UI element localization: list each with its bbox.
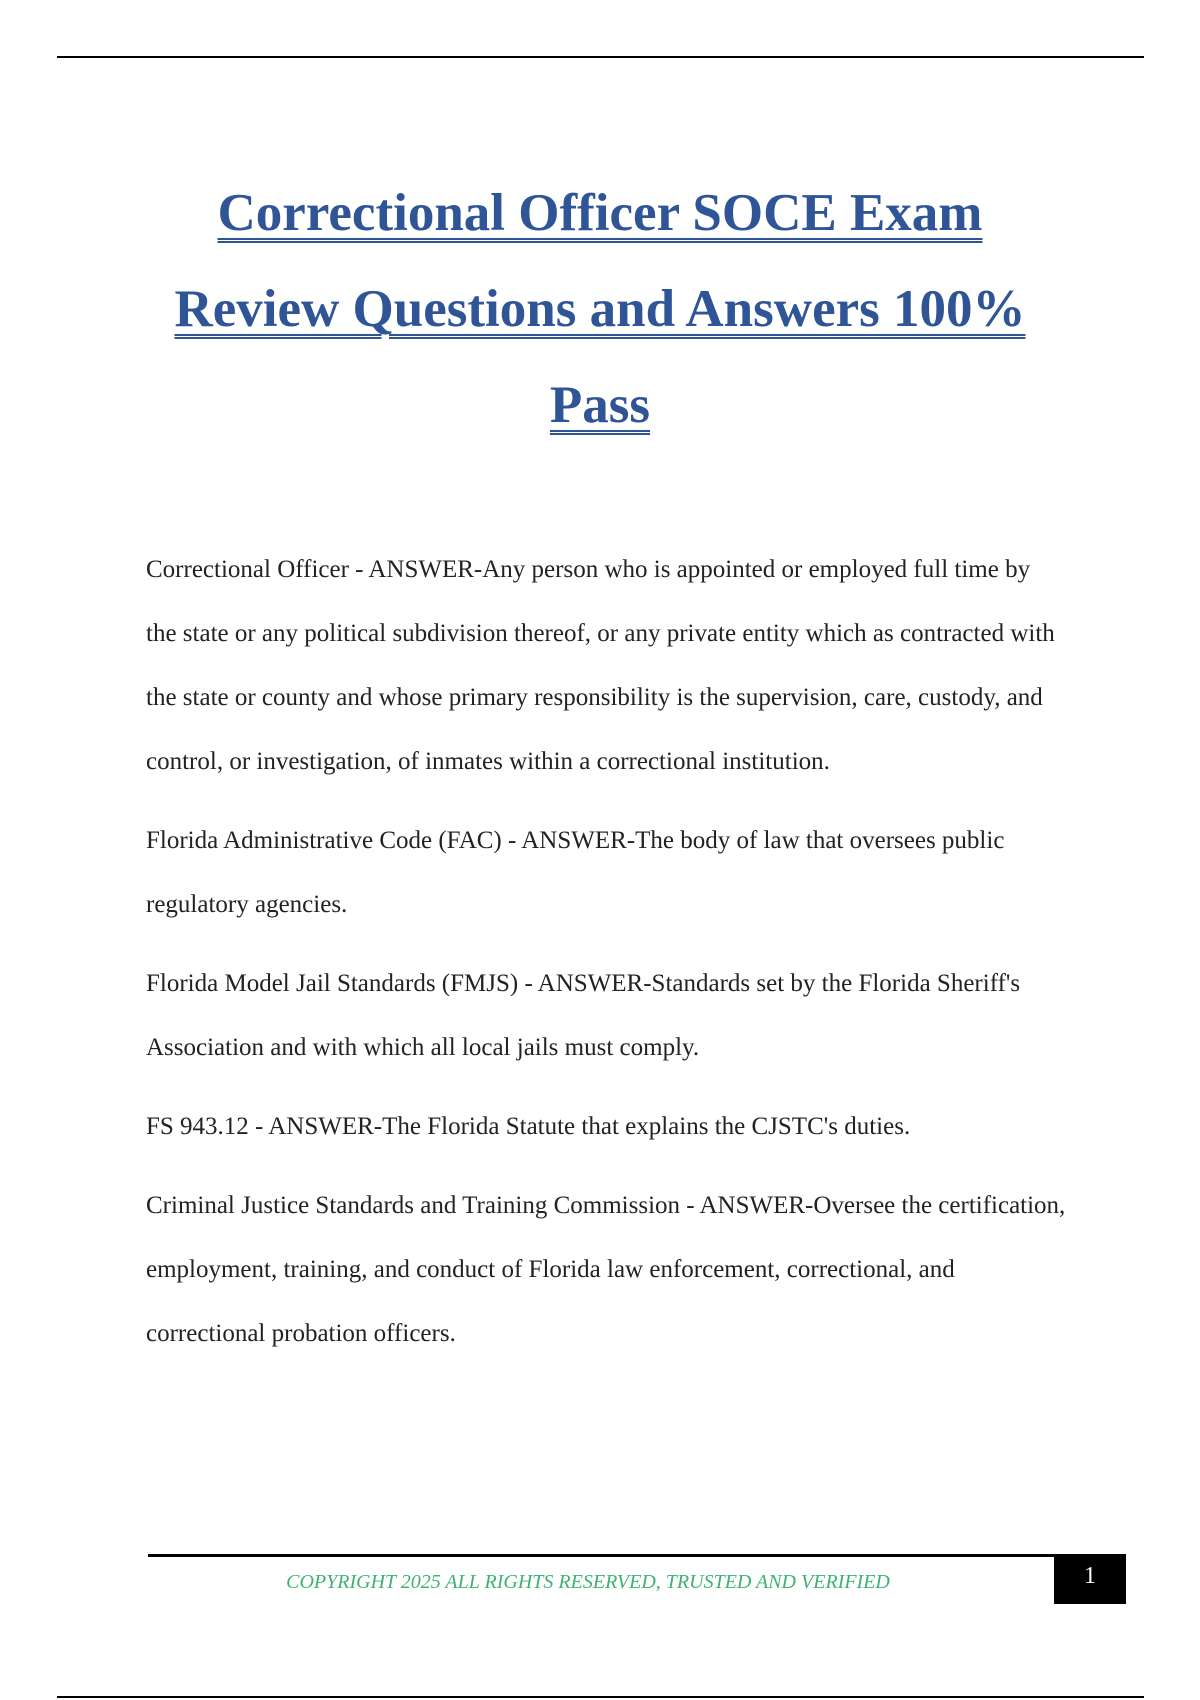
document-body bbox=[146, 538, 1066, 1381]
footer-copyright: COPYRIGHT 2025 ALL RIGHTS RESERVED, TRUSTED AND VERIFIED bbox=[286, 1571, 890, 1593]
entry-fs-943-12: FS 943.12 - ANSWER-The Florida Statute that explains the CJSTC's duties. bbox=[146, 1113, 911, 1140]
top-rule bbox=[57, 56, 1144, 58]
document-title bbox=[100, 165, 1100, 453]
entry-florida-model-jail-standards: Florida Model Jail Standards (FMJS) - ANSWER-Standards set by the Florida Sheriff's Association and with which all local jails must comply. bbox=[146, 970, 1021, 1061]
footer-rule bbox=[148, 1554, 1054, 1557]
title-line-3: Pass bbox=[549, 376, 651, 434]
page-number: 1 bbox=[1054, 1554, 1126, 1604]
entry-florida-administrative-code: Florida Administrative Code (FAC) - ANSWER-The body of law that oversees public regulatory agencies. bbox=[146, 827, 1005, 918]
entry-cjstc: Criminal Justice Standards and Training Commission - ANSWER-Oversee the certification, employment, training, and conduct of Florida law enforcement, correctional, and correctional probation officers. bbox=[146, 1192, 1066, 1347]
title-line-2: Review Questions and Answers 100% bbox=[174, 280, 1026, 338]
title-line-1: Correctional Officer SOCE Exam bbox=[217, 184, 983, 242]
bottom-rule bbox=[57, 1696, 1144, 1698]
entry-correctional-officer: Correctional Officer - ANSWER-Any person who is appointed or employed full time by the state or any political subdivision thereof, or any private entity which as contracted with the state or county and whose primary responsibility is the supervision, care, custody, and control, or investigation, of inmates within a correctional institution. bbox=[146, 556, 1055, 775]
